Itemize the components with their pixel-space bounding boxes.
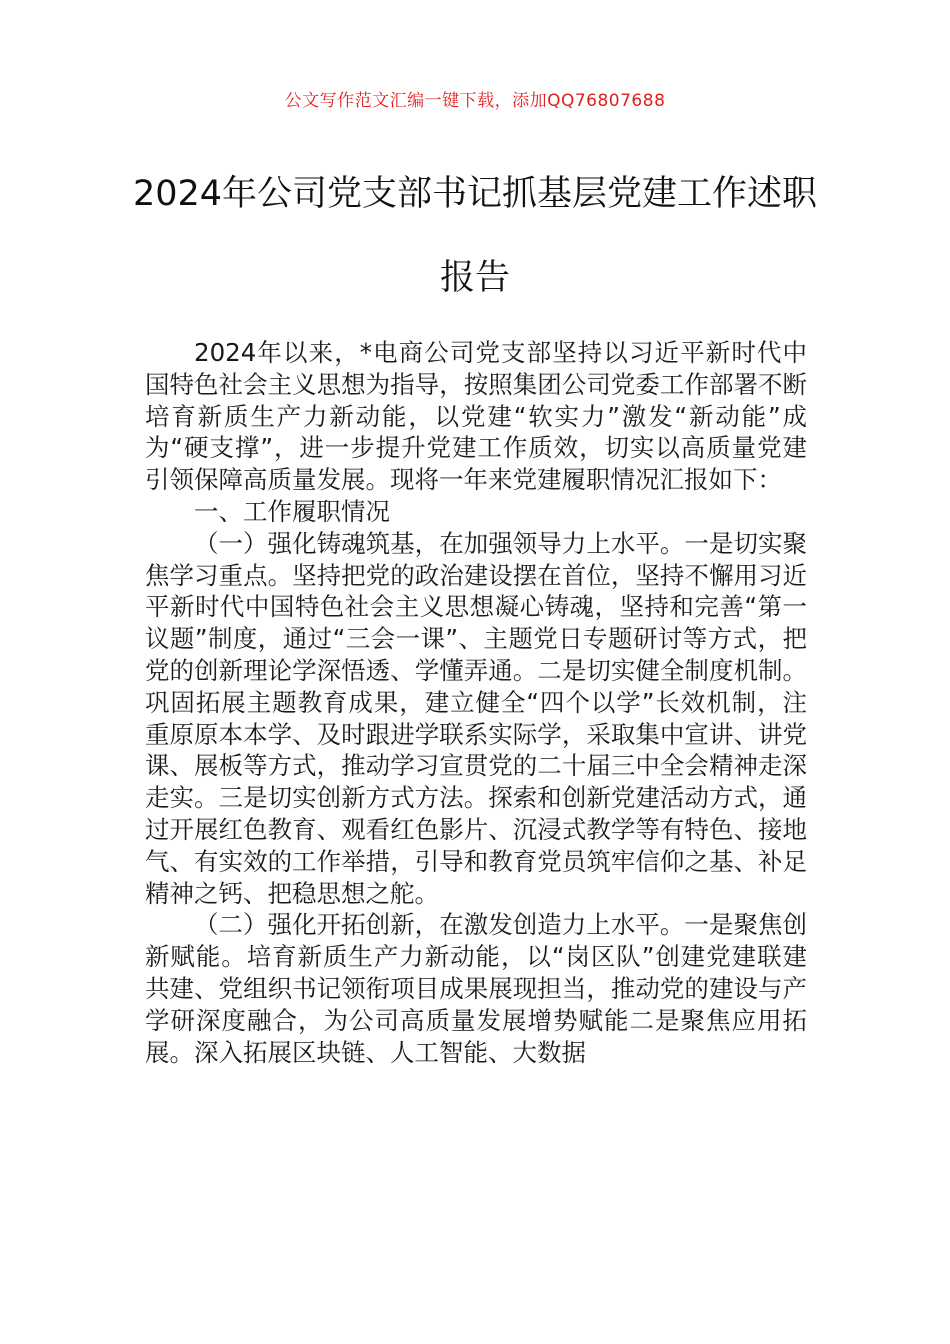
page-title: 2024年公司党支部书记抓基层党建工作述职报告 [132, 174, 818, 298]
subsection-paragraph-1: （一）强化铸魂筑基，在加强领导力上水平。一是切实聚焦学习重点。坚持把党的政治建设摆在首位，坚持不懈用习近平新时代中国特色社会主义思想凝心铸魂，坚持和完善“第一议题”制度，通过“三会一课”、主题党日专题研讨等方式，把党的创新理论学深悟透、学懂弄通。二是切实健全制度机制。巩固拓展主题教育成果，建立健全“四个以学”长效机制，注重原原本本学、及时跟进学联系实际学，采取集中宣讲、讲党课、展板等方式，推动学习宣贯党的二十届三中全会精神走深走实。三是切实创新方式方法。探索和创新党建活动方式，通过开展红色教育、观看红色影片、沉浸式教学等有特色、接地气、有实效的工作举措，引导和教育党员筑牢信仰之基、补足精神之钙、把稳思想之舵。 [145, 528, 807, 908]
report-body [145, 337, 807, 1068]
intro-paragraph: 2024年以来，*电商公司党支部坚持以习近平新时代中国特色社会主义思想为指导，按照集团公司党委工作部署不断培育新质生产力新动能，以党建“软实力”激发“新动能”成为“硬支撑”，进一步提升党建工作质效，切实以高质量党建引领保障高质量发展。现将一年来党建履职情况汇报如下： [145, 338, 807, 495]
subsection-paragraph-2: （二）强化开拓创新，在激发创造力上水平。一是聚焦创新赋能。培育新质生产力新动能，以“岗区队”创建党建联建共建、党组织书记领衔项目成果展现担当，推动党的建设与产学研深度融合，为公司高质量发展增势赋能二是聚焦应用拓展。深入拓展区块链、人工智能、大数据 [145, 910, 807, 1067]
download-promo-note: 公文写作范文汇编一键下载，添加QQ76807688 [284, 91, 666, 111]
section-heading-1: 一、工作履职情况 [194, 496, 390, 526]
